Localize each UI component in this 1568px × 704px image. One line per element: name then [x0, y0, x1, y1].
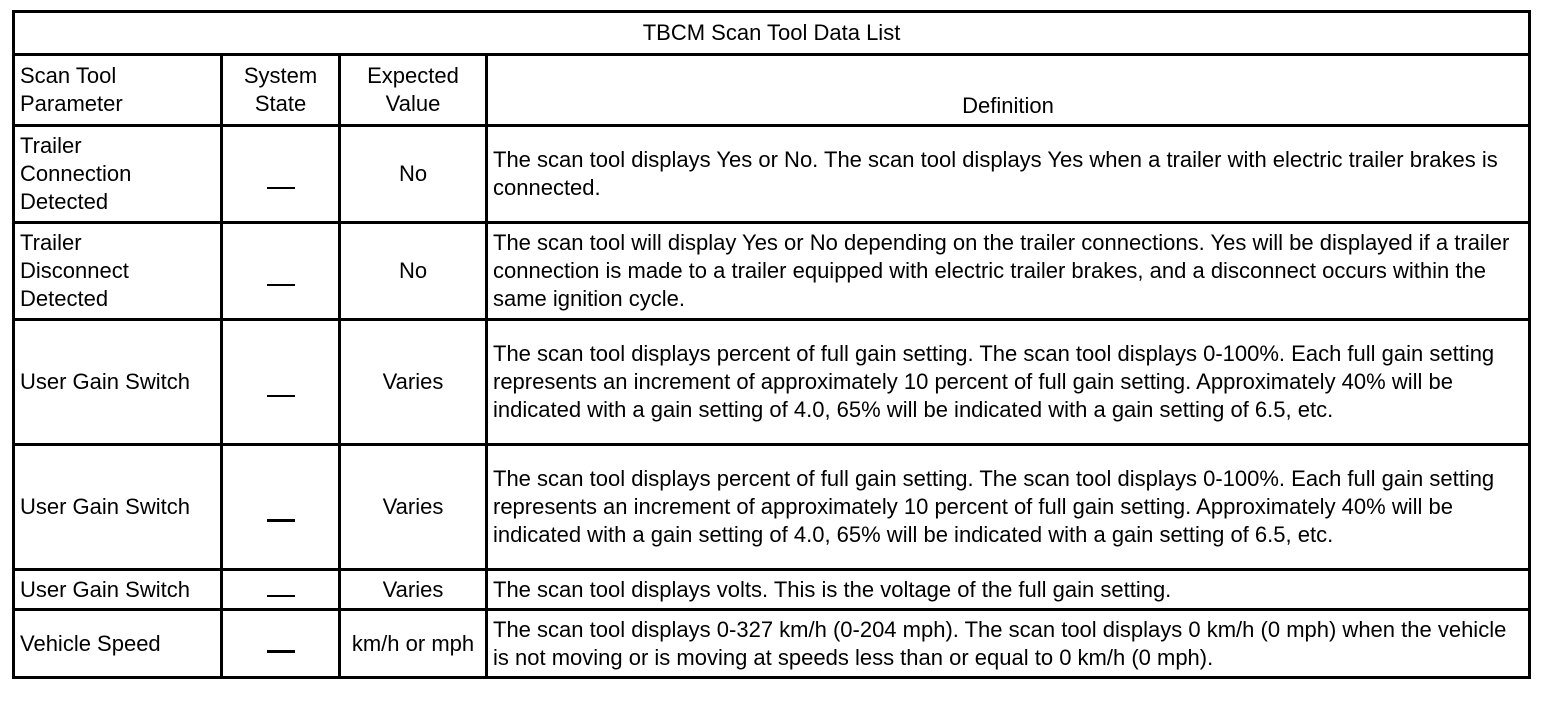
- header-system-state: [222, 55, 340, 126]
- parameter-line: Trailer: [20, 230, 82, 255]
- cell-parameter: [14, 445, 222, 570]
- parameter-line: Detected: [20, 286, 109, 311]
- parameter-line: Connection: [20, 161, 132, 186]
- table-row: [14, 570, 1530, 610]
- cell-definition: The scan tool displays percent of full gain setting. The scan tool displays 0-100%. Each full gain setting represents an increment of approximately 10 percent of full gain setting. Approximately 40% will be indicated with a gain setting of 4.0, 65% will be indicated with a gain setting of 6.5, etc.: [487, 445, 1530, 570]
- cell-system-state: [222, 126, 340, 223]
- cell-parameter: [14, 320, 222, 445]
- cell-definition: The scan tool displays Yes or No. The scan tool displays Yes when a trailer with electric trailer brakes is connected.: [487, 126, 1530, 223]
- dash-mark: [267, 519, 295, 522]
- cell-parameter: [14, 126, 222, 223]
- header-expected-line-2: Value: [385, 91, 441, 116]
- cell-expected-value: No: [340, 126, 487, 223]
- parameter-line: User Gain Switch: [20, 494, 190, 519]
- parameter-line: User Gain Switch: [20, 369, 190, 394]
- table-row: [14, 126, 1530, 223]
- header-parameter-line-2: Parameter: [20, 91, 123, 116]
- cell-system-state: [222, 223, 340, 320]
- cell-definition: The scan tool displays 0-327 km/h (0-204 mph). The scan tool displays 0 km/h (0 mph) when the vehicle is not moving or is moving at speeds less than or equal to 0 km/h (0 mph).: [487, 610, 1530, 678]
- cell-parameter: [14, 570, 222, 610]
- cell-definition: The scan tool displays percent of full gain setting. The scan tool displays 0-100%. Each full gain setting represents an increment of approximately 10 percent of full gain setting. Approximately 40% will be indicated with a gain setting of 4.0, 65% will be indicated with a gain setting of 6.5, etc.: [487, 320, 1530, 445]
- parameter-line: Vehicle Speed: [20, 630, 161, 656]
- header-expected-value: [340, 55, 487, 126]
- cell-system-state: [222, 445, 340, 570]
- table-row: [14, 320, 1530, 445]
- scan-tool-data-table: [12, 10, 1531, 679]
- table-title: TBCM Scan Tool Data List: [14, 12, 1530, 55]
- header-definition: Definition: [487, 55, 1530, 126]
- parameter-line: Detected: [20, 189, 109, 214]
- dash-mark: [267, 595, 295, 597]
- header-state-line-1: System: [243, 63, 318, 88]
- table-title-row: [14, 12, 1530, 55]
- cell-system-state: [222, 570, 340, 610]
- header-parameter-line-1: Scan Tool: [20, 63, 117, 88]
- header-expected-line-1: Expected: [367, 63, 459, 88]
- parameter-line: User Gain Switch: [20, 576, 190, 602]
- cell-parameter: [14, 610, 222, 678]
- table-row: [14, 223, 1530, 320]
- dash-mark: [267, 395, 295, 397]
- cell-expected-value: km/h or mph: [340, 610, 487, 678]
- cell-parameter: [14, 223, 222, 320]
- dash-mark: [267, 187, 295, 189]
- table-header-row: [14, 55, 1530, 126]
- dash-mark: [267, 650, 295, 653]
- parameter-line: Trailer: [20, 133, 82, 158]
- table-row: [14, 610, 1530, 678]
- cell-definition: The scan tool will display Yes or No depending on the trailer connections. Yes will be displayed if a trailer connection is made to a trailer equipped with electric trailer brakes, and a disconnect occurs within the same ignition cycle.: [487, 223, 1530, 320]
- cell-system-state: [222, 610, 340, 678]
- cell-expected-value: Varies: [340, 320, 487, 445]
- parameter-line: Disconnect: [20, 258, 129, 283]
- cell-expected-value: Varies: [340, 570, 487, 610]
- cell-system-state: [222, 320, 340, 445]
- dash-mark: [267, 284, 295, 286]
- cell-expected-value: No: [340, 223, 487, 320]
- header-state-line-2: State: [254, 91, 307, 116]
- header-scan-tool-parameter: [14, 55, 222, 126]
- table-row: [14, 445, 1530, 570]
- cell-expected-value: Varies: [340, 445, 487, 570]
- cell-definition: The scan tool displays volts. This is the voltage of the full gain setting.: [487, 570, 1530, 610]
